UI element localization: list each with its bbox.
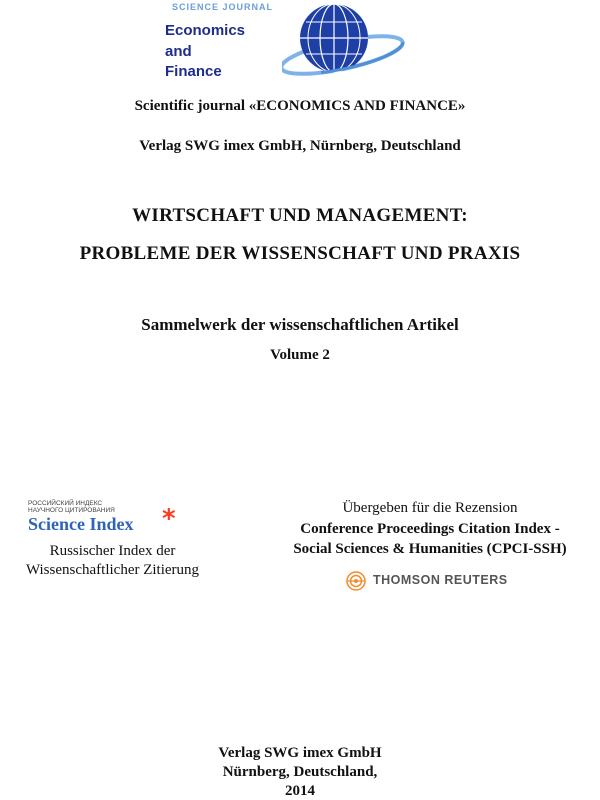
volume-label: Volume 2 [270,347,330,363]
science-index-desc-2: Wissenschaftlicher Zitierung [25,562,200,578]
journal-line: Scientific journal «ECONOMICS AND FINANCE» [134,98,466,114]
logo-line-2: and [165,43,192,60]
logo-superscript: SCIENCE JOURNAL [172,2,274,12]
thomson-reuters-logo [345,570,565,592]
footer-year: 2014 [285,783,315,799]
footer-line-2: Nürnberg, Deutschland, [222,764,378,780]
science-index-small-text: РОССИЙСКИЙ ИНДЕКС НАУЧНОГО ЦИТИРОВАНИЯ [28,500,115,514]
publisher-line: Verlag SWG imex GmbH, Nürnberg, Deutschland [139,138,461,154]
logo-line-3: Finance [165,63,222,80]
thomson-reuters-text: THOMSON REUTERS [373,573,508,587]
logo-line-1: Economics [165,22,246,39]
thomson-reuters-icon [345,571,367,591]
collection-subtitle: Sammelwerk der wissenschaftlichen Artikel [141,315,459,334]
science-index-logo: Science Index [28,514,134,534]
review-line-2: Conference Proceedings Citation Index - [300,521,560,537]
title-line-2: PROBLEME DER WISSENSCHAFT UND PRAXIS [79,243,521,264]
footer-line-1: Verlag SWG imex GmbH [218,745,382,761]
asterisk-icon: * [162,504,176,534]
title-line-1: WIRTSCHAFT UND MANAGEMENT: [132,205,468,226]
journal-logo [160,0,420,85]
globe-icon [282,0,412,85]
review-line-1: Übergeben für die Rezension [342,500,518,516]
science-index-desc-1: Russischer Index der [49,543,176,559]
review-line-3: Social Sciences & Humanities (CPCI-SSH) [293,541,567,557]
